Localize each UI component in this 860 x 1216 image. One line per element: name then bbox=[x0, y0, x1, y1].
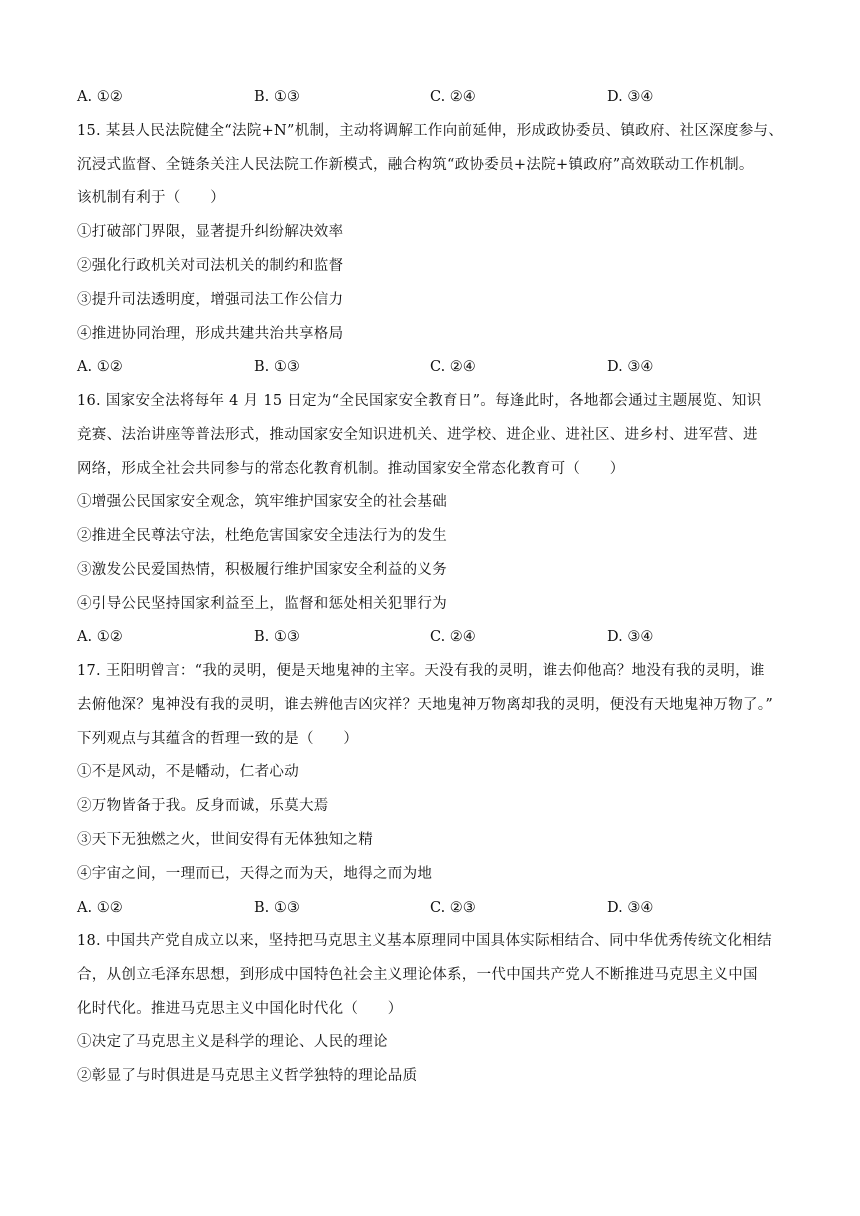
q17-item-1: ①不是风动，不是幡动，仁者心动 bbox=[77, 764, 299, 780]
q15-stem-line-3: 该机制有利于（ ） bbox=[77, 190, 225, 206]
option-d: D. ③④ bbox=[607, 359, 654, 375]
q16-item-2: ②推进全民尊法守法，杜绝危害国家安全违法行为的发生 bbox=[77, 528, 447, 544]
option-a: A. ①② bbox=[77, 359, 123, 375]
option-d: D. ③④ bbox=[607, 629, 654, 645]
q17-item-3: ③天下无独燃之火，世间安得有无体独知之精 bbox=[77, 832, 373, 848]
option-c: C. ②④ bbox=[430, 629, 476, 645]
q15-stem-line-2: 沉浸式监督、全链条关注人民法院工作新模式，融合构筑“政协委员+法院+镇政府”高效联动工作机制。 bbox=[77, 157, 754, 173]
option-d: D. ③④ bbox=[607, 900, 654, 916]
q17-stem-line-3: 下列观点与其蕴含的哲理一致的是（ ） bbox=[77, 731, 359, 747]
q16-item-1: ①增强公民国家安全观念，筑牢维护国家安全的社会基础 bbox=[77, 494, 447, 510]
q14-options bbox=[77, 87, 777, 107]
option-b: B. ①③ bbox=[254, 900, 300, 916]
q15-item-2: ②强化行政机关对司法机关的制约和监督 bbox=[77, 258, 344, 274]
q16-stem-line-1: 16. 国家安全法将每年 4 月 15 日定为“全民国家安全教育日”。每逢此时，各地都会通过主题展览、知识 bbox=[77, 393, 762, 409]
q16-stem-line-2: 竞赛、法治讲座等普法形式，推动国家安全知识进机关、进学校、进企业、进社区、进乡村、进军营、进 bbox=[77, 427, 758, 443]
q18-item-1: ①决定了马克思主义是科学的理论、人民的理论 bbox=[77, 1034, 388, 1050]
q15-item-1: ①打破部门界限，显著提升纠纷解决效率 bbox=[77, 224, 344, 240]
q15-options bbox=[77, 357, 777, 377]
option-b: B. ①③ bbox=[254, 359, 300, 375]
q17-item-2: ②万物皆备于我。反身而诚，乐莫大焉 bbox=[77, 798, 329, 814]
option-a: A. ①② bbox=[77, 629, 123, 645]
q18-stem-line-2: 合，从创立毛泽东思想，到形成中国特色社会主义理论体系，一代中国共产党人不断推进马克思主义中国 bbox=[77, 967, 758, 983]
option-b: B. ①③ bbox=[254, 629, 300, 645]
option-c: C. ②③ bbox=[430, 900, 476, 916]
q15-item-3: ③提升司法透明度，增强司法工作公信力 bbox=[77, 292, 344, 308]
q16-item-4: ④引导公民坚持国家利益至上，监督和惩处相关犯罪行为 bbox=[77, 596, 447, 612]
q15-stem-line-1: 15. 某县人民法院健全“法院+N”机制，主动将调解工作向前延伸，形成政协委员、镇政府、社区深度参与、 bbox=[77, 123, 784, 139]
q16-options bbox=[77, 627, 777, 647]
q17-stem-line-1: 17. 王阳明曾言：“我的灵明，便是天地鬼神的主宰。天没有我的灵明，谁去仰他高？地没有我的灵明，谁 bbox=[77, 663, 765, 679]
option-a: A. ①② bbox=[77, 900, 123, 916]
option-d: D. ③④ bbox=[607, 89, 654, 105]
option-b: B. ①③ bbox=[254, 89, 300, 105]
q16-item-3: ③激发公民爱国热情，积极履行维护国家安全利益的义务 bbox=[77, 562, 447, 578]
option-c: C. ②④ bbox=[430, 359, 476, 375]
q18-item-2: ②彰显了与时俱进是马克思主义哲学独特的理论品质 bbox=[77, 1068, 418, 1084]
q18-stem-line-1: 18. 中国共产党自成立以来，坚持把马克思主义基本原理同中国具体实际相结合、同中华优秀传统文化相结 bbox=[77, 933, 772, 949]
q16-stem-line-3: 网络，形成全社会共同参与的常态化教育机制。推动国家安全常态化教育可（ ） bbox=[77, 461, 625, 477]
q17-item-4: ④宇宙之间，一理而已，天得之而为天，地得之而为地 bbox=[77, 866, 433, 882]
q15-item-4: ④推进协同治理，形成共建共治共享格局 bbox=[77, 326, 344, 342]
q17-stem-line-2: 去俯他深？鬼神没有我的灵明，谁去辨他吉凶灾祥？天地鬼神万物离却我的灵明，便没有天地鬼神万物了。” bbox=[77, 697, 774, 713]
q18-stem-line-3: 化时代化。推进马克思主义中国化时代化（ ） bbox=[77, 1001, 403, 1017]
option-c: C. ②④ bbox=[430, 89, 476, 105]
q17-options bbox=[77, 898, 777, 918]
option-a: A. ①② bbox=[77, 89, 123, 105]
